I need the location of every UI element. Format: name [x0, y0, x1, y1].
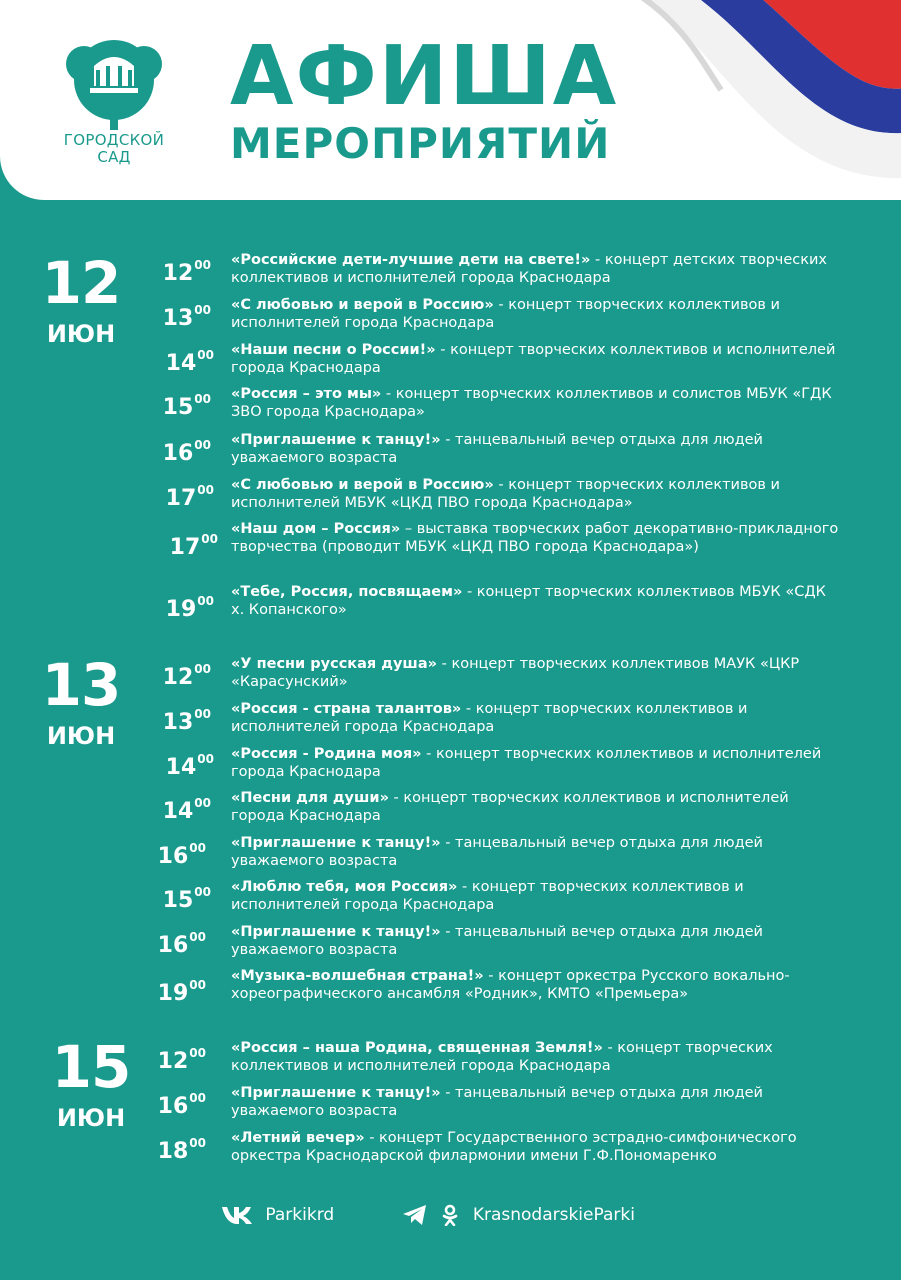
event-time: $18^{00}$ [157, 1136, 206, 1164]
event-time: $12^{00}$ [162, 258, 211, 286]
date-month: ИЮН [46, 320, 116, 348]
event-time: $16^{00}$ [157, 930, 206, 958]
event-description: «У песни русская душа» - концерт творческих коллективов МАУК «ЦКР «Карасунский» [231, 656, 800, 690]
event-time: $19^{00}$ [165, 594, 214, 622]
event-time: $13^{00}$ [162, 707, 211, 735]
event-description: «Россия – наша Родина, священная Земля!» - концерт творческих коллективов и исполнителей города Краснодара [231, 1040, 773, 1074]
header [0, 0, 901, 200]
date-month: ИЮН [46, 722, 116, 750]
event-description: «Музыка-волшебная страна!» - концерт оркестра Русского вокально-хореографического ансамбля «Родник», КМТО «Премьера» [231, 968, 790, 1002]
vk-icon [220, 1204, 254, 1226]
tg-ok-handle: KrasnodarskieParki [472, 1205, 635, 1225]
date-day: 13 [41, 651, 121, 719]
vk-link[interactable] [220, 1204, 334, 1226]
event-description: «Приглашение к танцу!» - танцевальный вечер отдыха для людей уважаемого возраста [231, 1085, 763, 1119]
event-time: $17^{00}$ [169, 532, 218, 560]
event-description: «Россия - страна талантов» - концерт творческих коллективов и исполнителей города Краснодара [231, 701, 748, 735]
page-title [230, 29, 619, 168]
odnoklassniki-icon [439, 1204, 461, 1226]
event-time: $14^{00}$ [162, 796, 211, 824]
event-time: $16^{00}$ [162, 438, 211, 466]
event-time: $13^{00}$ [162, 303, 211, 331]
tg-ok-link[interactable] [402, 1204, 635, 1226]
event-time: $16^{00}$ [157, 841, 206, 869]
event-description: «Россия – это мы» - концерт творческих коллективов и солистов МБУК «ГДК ЗВО города Краснодара» [231, 386, 832, 420]
event-time: $15^{00}$ [162, 392, 211, 420]
footer-social [0, 1198, 901, 1238]
date-label [36, 651, 126, 750]
event-time: $19^{00}$ [157, 978, 206, 1006]
event-description: «Наши песни о России!» - концерт творческих коллективов и исполнителей города Краснодара [231, 342, 836, 376]
event-time: $15^{00}$ [162, 885, 211, 913]
event-description: «Люблю тебя, моя Россия» - концерт творческих коллективов и исполнителей города Краснодара [231, 879, 744, 913]
event-description: «Тебе, Россия, посвящаем» - концерт творческих коллективов МБУК «СДК х. Копанского» [231, 584, 826, 618]
event-description: «Приглашение к танцу!» - танцевальный вечер отдыха для людей уважаемого возраста [231, 924, 763, 958]
logo-text [54, 132, 174, 166]
event-description: «Приглашение к танцу!» - танцевальный вечер отдыха для людей уважаемого возраста [231, 432, 763, 466]
event-time: $12^{00}$ [157, 1046, 206, 1074]
event-description: «Россия - Родина моя» - концерт творческих коллективов и исполнителей города Краснодара [231, 746, 822, 780]
date-month: ИЮН [56, 1104, 126, 1132]
date-day: 15 [51, 1033, 131, 1101]
date-label [46, 1033, 136, 1132]
event-description: «С любовью и верой в Россию» - концерт творческих коллективов и исполнителей города Краснодара [231, 297, 780, 331]
event-description: «Летний вечер» - концерт Государственного эстрадно-симфонического оркестра Краснодарской филармонии имени Г.Ф.Пономаренко [231, 1130, 797, 1164]
event-description: «Приглашение к танцу!» - танцевальный вечер отдыха для людей уважаемого возраста [231, 835, 763, 869]
event-description: «Песни для души» - концерт творческих коллективов и исполнителей города Краснодара [231, 790, 789, 824]
title-line2: МЕРОПРИЯТИЙ [230, 119, 611, 168]
date-label [36, 249, 126, 348]
event-time: $16^{00}$ [157, 1091, 206, 1119]
telegram-icon [402, 1204, 428, 1226]
date-day: 12 [41, 249, 121, 317]
garden-logo-icon [54, 36, 174, 136]
event-time: $14^{00}$ [165, 752, 214, 780]
event-time: $17^{00}$ [165, 483, 214, 511]
event-description: «С любовью и верой в Россию» - концерт творческих коллективов и исполнителей МБУК «ЦКД ПВО города Краснодара» [231, 477, 780, 511]
gorodskoy-sad-logo [54, 36, 174, 176]
title-line1: АФИША [230, 29, 619, 124]
logo-text-line2: САД [97, 148, 131, 166]
event-description: «Российские дети-лучшие дети на свете!» - концерт детских творческих коллективов и исполнителей города Краснодара [231, 252, 828, 286]
event-description: «Наш дом – Россия» – выставка творческих работ декоративно-прикладного творчества (проводит МБУК «ЦКД ПВО города Краснодара») [231, 521, 839, 555]
event-time: $14^{00}$ [165, 348, 214, 376]
event-time: $12^{00}$ [162, 662, 211, 690]
logo-text-line1: ГОРОДСКОЙ [63, 131, 165, 149]
vk-handle: Parkikrd [265, 1205, 335, 1225]
russian-flag-icon [631, 0, 901, 200]
